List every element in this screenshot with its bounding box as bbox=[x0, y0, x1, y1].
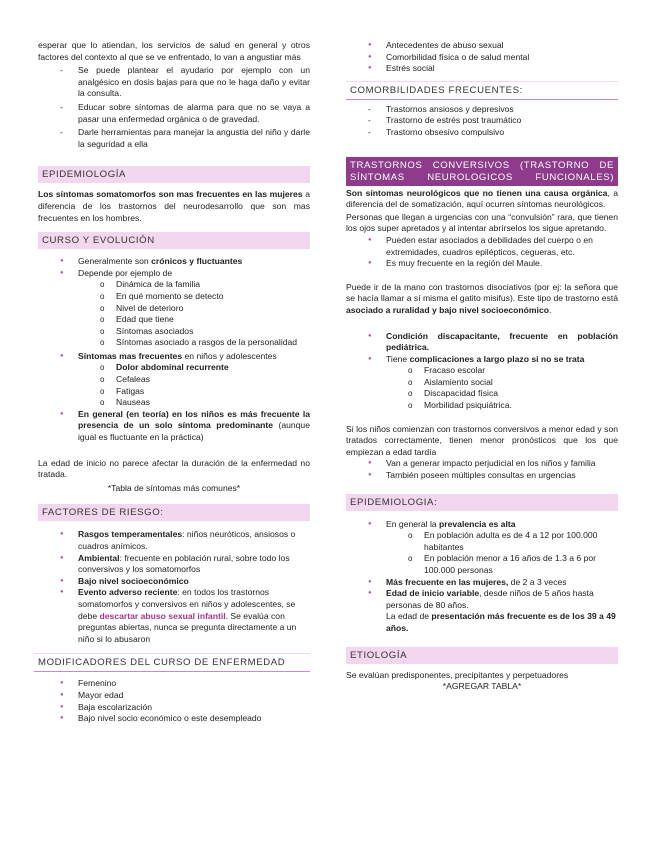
list-item: o Morbilidad psiquiátrica. bbox=[346, 400, 618, 412]
epidemiologia-list-2 bbox=[346, 577, 618, 612]
list-item: - Darle herramientas para manejar la angustia del niño y darle la seguridad a ella bbox=[38, 127, 310, 150]
conversivos-condicion-list bbox=[346, 331, 618, 366]
list-item: o Edad que tiene bbox=[38, 314, 310, 326]
list-item: o En población adulta es de 4 a 12 por 100.000 habitantes bbox=[346, 530, 618, 553]
conversivos-paragraph-4: Si los niños comienzan con trastornos conversivos a menor edad y son tratados correctamente, tienen menor pronósticos que los que empiezan a edad tardía bbox=[346, 423, 618, 457]
section-heading-curso: CURSO Y EVOLUCIÓN bbox=[38, 232, 310, 249]
list-item: ● Generalmente son crónicos y fluctuantes bbox=[38, 256, 310, 268]
list-item: ● También poseen múltiples consultas en urgencias bbox=[346, 470, 618, 482]
intro-paragraph: esperar que lo atiendan, los servicios de salud en general y otros factores del contexto al que se ve enfrentado, lo van a angustiar más bbox=[38, 40, 310, 62]
list-item: ● Es muy frecuente en la región del Maule. bbox=[346, 258, 618, 270]
curso-list-2 bbox=[38, 351, 310, 363]
conversivos-complicaciones-list bbox=[346, 365, 618, 411]
etiologia-paragraph: Se evalúan predisponentes, precipitantes y perpetuadores bbox=[346, 669, 569, 680]
list-item: ● Comorbilidad física o de salud mental bbox=[346, 52, 618, 64]
list-item: o Nivel de deterioro bbox=[38, 303, 310, 315]
list-item: o Dinámica de la familia bbox=[38, 279, 310, 291]
list-item: ● Mayor edad bbox=[38, 690, 310, 702]
list-item: - Educar sobre síntomas de alarma para que no se vaya a pasar una enfermedad orgánica o de gravedad. bbox=[38, 102, 310, 125]
list-item: ● Bajo nivel socio económico o este desempleado bbox=[38, 713, 310, 725]
list-item: o Síntomas asociado a rasgos de la personalidad bbox=[38, 337, 310, 349]
riesgo-list bbox=[38, 529, 310, 645]
curso-list bbox=[38, 256, 310, 279]
list-item: o Discapacidad física bbox=[346, 388, 618, 400]
curso-note: La edad de inicio no parece afectar la duración de la enfermedad no tratada. bbox=[38, 457, 310, 480]
list-item: ● Pueden estar asociados a debilidades del cuerpo o en extremidades, cuadros epilépticos, cegueras, etc. bbox=[346, 235, 618, 258]
conversivos-paragraph-2: Personas que llegan a urgencias con una “convulsión” rara, que tienen los ojos super apretados y al intentar abrírselos los sigue apretando. bbox=[346, 211, 618, 234]
list-item: o Aislamiento social bbox=[346, 377, 618, 389]
epidemiologia-paragraph: Los síntomas somatomorfos son mas frecuentes en las mujeres a diferencia de los trastornos del neurodesarrollo que son mas frecuentes en los hombres. bbox=[38, 189, 311, 223]
list-item: ● Bajo nivel socioeconómico bbox=[38, 576, 310, 588]
section-heading-etiologia: ETIOLOGÍA bbox=[346, 647, 618, 664]
curso-list-3 bbox=[38, 409, 310, 444]
list-item: o Fracaso escolar bbox=[346, 365, 618, 377]
comorbilidades-list bbox=[346, 104, 618, 139]
list-item: ● Condición discapacitante, frecuente en población pediátrica. bbox=[346, 331, 618, 354]
list-item: ● Ambiental: frecuente en población rural, sobre todo los conversivos y los somatomorfos bbox=[38, 553, 310, 576]
epidemiologia-edad-note: La edad de presentación más frecuente es de los 39 a 49 años. bbox=[386, 611, 616, 633]
section-heading-epidemiologia: EPIDEMIOLOGÍA bbox=[38, 166, 310, 183]
list-item: ● Síntomas mas frecuentes en niños y adolescentes bbox=[38, 351, 310, 363]
list-item: ● Tiene complicaciones a largo plazo si no se trata bbox=[346, 354, 618, 366]
riesgo-continued-list bbox=[346, 40, 618, 75]
conversivos-paragraph-3: Puede ir de la mano con trastornos disociativos (por ej: la señora que se hacía llamar a sí misma el gatito misifus). Este tipo de trastorno está asociado a ruralidad y bajo nivel socioeconómico. bbox=[346, 281, 618, 315]
conversivos-list bbox=[346, 235, 618, 270]
section-heading-comorbilidades: COMORBILIDADES FRECUENTES: bbox=[346, 81, 618, 100]
list-item: ● Van a generar impacto perjudicial en los niños y familia bbox=[346, 458, 618, 470]
section-heading-modificadores: MODIFICADORES DEL CURSO DE ENFERMEDAD bbox=[34, 653, 310, 672]
list-item: ● Depende por ejemplo de bbox=[38, 268, 310, 280]
list-item: - Se puede plantear el ayudario por ejemplo con un analgésico en dosis bajas para que no le haga daño y evitar la consulta. bbox=[38, 65, 310, 100]
conversivos-paragraph-1: Son síntomas neurológicos que no tienen una causa orgánica, a diferencia del de somatización, aquí ocurren síntomas neurológicos. bbox=[346, 187, 618, 210]
list-item: o Síntomas asociados bbox=[38, 326, 310, 338]
list-item: o Nauseas bbox=[38, 397, 310, 409]
list-item: - Trastorno obsesivo compulsivo bbox=[346, 127, 618, 139]
epidemiologia-sublist bbox=[346, 530, 618, 576]
etiologia-tabla-note: *AGREGAR TABLA* bbox=[442, 681, 522, 692]
list-item: ● Estrés social bbox=[346, 63, 618, 75]
conversivos-impact-list bbox=[346, 458, 618, 481]
list-item: ● En general la prevalencia es alta bbox=[346, 519, 618, 531]
intro-dash-list bbox=[38, 65, 310, 150]
list-item: ● Evento adverso reciente: en todos los trastornos somatomorfos y conversivos en niños y adolescentes, se debe descartar abuso sexual infantil. Se evalúa con preguntas abiertas, nunca se pregunta directamente a un niño si lo abusaron bbox=[38, 587, 310, 645]
list-item: ● Rasgos temperamentales: niños neuróticos, ansiosos o cuadros anímicos. bbox=[38, 529, 310, 552]
curso-sublist bbox=[38, 279, 310, 349]
list-item: - Trastorno de estrés post traumático bbox=[346, 115, 618, 127]
section-heading-riesgo: FACTORES DE RIESGO: bbox=[38, 504, 310, 521]
list-item: o Fatigas bbox=[38, 386, 310, 398]
list-item: o Dolor abdominal recurrente bbox=[38, 362, 310, 374]
list-item: o En población menor a 16 años de 1.3 a 6 por 100.000 personas bbox=[346, 553, 618, 576]
modificadores-list bbox=[38, 678, 310, 724]
list-item: o Cefaleas bbox=[38, 374, 310, 386]
left-column bbox=[38, 0, 310, 725]
section-heading-epidemiologia-2: EPIDEMIOLOGIA: bbox=[346, 494, 618, 511]
list-item: ● Baja escolarización bbox=[38, 702, 310, 714]
right-column bbox=[346, 0, 618, 693]
list-item: o En qué momento se detecto bbox=[38, 291, 310, 303]
list-item: ● En general (en teoría) en los niños es más frecuente la presencia de un solo síntoma predominante (aunque igual es fluctuante en la práctica) bbox=[38, 409, 310, 444]
list-item: ● Más frecuente en las mujeres, de 2 a 3 veces bbox=[346, 577, 618, 589]
epidemiologia-list bbox=[346, 519, 618, 531]
list-item: ● Femenino bbox=[38, 678, 310, 690]
list-item: - Trastornos ansiosos y depresivos bbox=[346, 104, 618, 116]
curso-sublist-2 bbox=[38, 362, 310, 408]
section-heading-conversivos: TRASTORNOS CONVERSIVOS (TRASTORNO DE SÍNTOMAS NEUROLOGICOS FUNCIONALES) bbox=[346, 157, 618, 186]
list-item: ● Antecedentes de abuso sexual bbox=[346, 40, 618, 52]
curso-tabla-note: *Tabla de síntomas más comunes* bbox=[107, 482, 241, 493]
list-item: ● Edad de inicio variable, desde niños de 5 años hasta personas de 80 años. bbox=[346, 588, 618, 611]
